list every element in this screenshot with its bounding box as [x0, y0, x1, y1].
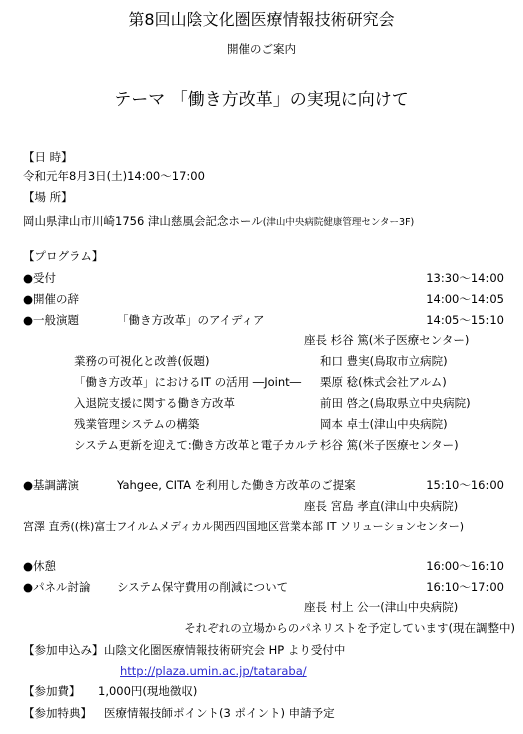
general-session-chair: 座長 杉谷 篤(米子医療センター)	[304, 333, 470, 347]
venue-heading: 【場 所】	[23, 190, 73, 204]
datetime-value: 令和元年8月3日(土)14:00～17:00	[23, 169, 205, 183]
talk-speaker: 和口 豊実(鳥取市立病院)	[320, 354, 448, 368]
general-session-topic: 「働き方改革」のアイディア	[117, 313, 265, 327]
general-session-time: 14:05～15:10	[426, 313, 504, 327]
talk-title: システム更新を迎えて:働き方改革と電子カルテ	[74, 438, 319, 452]
reception-time: 13:30～14:00	[426, 271, 504, 285]
keynote-topic: Yahgee, CITA を利用した働き方改革のご提案	[117, 478, 356, 492]
benefit-value: 医療情報技師ポイント(3 ポイント) 申請予定	[104, 706, 335, 720]
fee-heading: 【参加費】	[23, 684, 81, 698]
datetime-heading: 【日 時】	[23, 150, 73, 164]
talk-speaker: 栗原 稔(株式会社アルム)	[320, 375, 447, 389]
panel-chair: 座長 村上 公一(津山中央病院)	[304, 600, 459, 614]
keynote-label: ●基調講演	[23, 478, 80, 492]
break-time: 16:00～16:10	[426, 559, 504, 573]
talk-title: 入退院支援に関する働き方改革	[74, 396, 235, 410]
talk-title: 「働き方改革」におけるIT の活用 ―Joint―	[74, 375, 302, 389]
event-subtitle: 開催のご案内	[227, 42, 296, 56]
venue-value: 岡山県津山市川崎1756 津山慈風会記念ホール	[23, 214, 263, 228]
opening-label: ●開催の辞	[23, 292, 80, 306]
registration-text: 山陰文化圏医療情報技術研究会 HP より受付中	[104, 643, 346, 657]
venue-note: (津山中央病院健康管理センター3F)	[262, 217, 415, 228]
talk-speaker: 杉谷 篤(米子医療センター)	[320, 438, 459, 452]
opening-time: 14:00～14:05	[426, 292, 504, 306]
registration-link[interactable]: http://plaza.umin.ac.jp/tataraba/	[120, 664, 307, 678]
panel-note: それぞれの立場からのパネリストを予定しています(現在調整中)	[184, 621, 515, 635]
fee-value: 1,000円(現地徴収)	[98, 684, 198, 698]
venue-line	[23, 212, 414, 228]
talk-speaker: 前田 啓之(鳥取県立中央病院)	[320, 396, 471, 410]
talk-title: 残業管理システムの構築	[74, 417, 200, 431]
event-title: 第8回山陰文化圏医療情報技術研究会	[128, 10, 395, 29]
talk-speaker: 岡本 卓士(津山中央病院)	[320, 417, 448, 431]
benefit-heading: 【参加特典】	[23, 706, 92, 720]
panel-time: 16:10～17:00	[426, 580, 504, 594]
keynote-chair: 座長 宮島 孝直(津山中央病院)	[304, 499, 459, 513]
panel-label: ●パネル討論	[23, 580, 91, 594]
keynote-time: 15:10～16:00	[426, 478, 504, 492]
reception-label: ●受付	[23, 271, 57, 285]
talk-title: 業務の可視化と改善(仮題)	[74, 354, 210, 368]
registration-heading: 【参加申込み】	[23, 643, 104, 657]
break-label: ●休憩	[23, 559, 57, 573]
event-theme: テーマ 「働き方改革」の実現に向けて	[114, 90, 409, 110]
keynote-speaker: 宮澤 直秀((株)富士フイルムメディカル関西四国地区営業本部 IT ソリューションセンター)	[23, 520, 465, 533]
program-heading: 【プログラム】	[23, 249, 104, 263]
general-session-label: ●一般演題	[23, 313, 80, 327]
panel-topic: システム保守費用の削減について	[117, 580, 289, 594]
